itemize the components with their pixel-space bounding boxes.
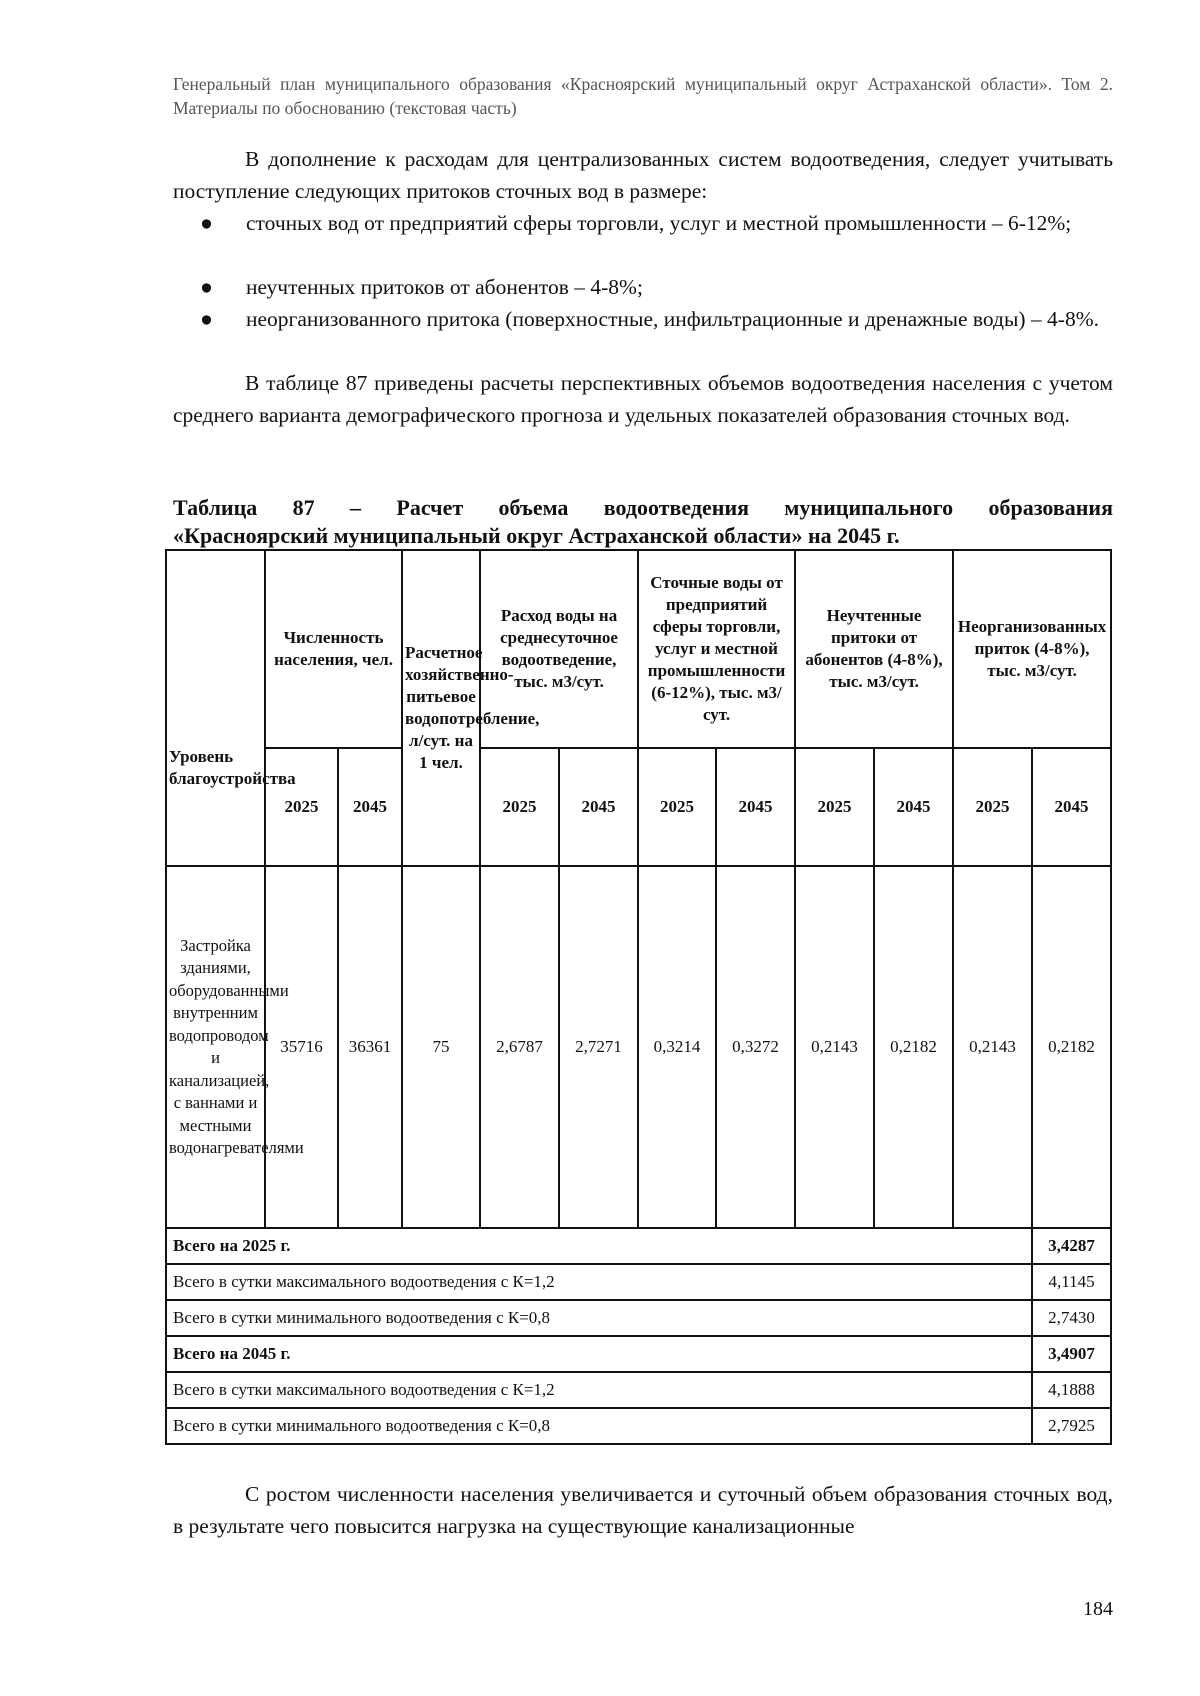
total-value: 3,4907: [1032, 1336, 1111, 1372]
table-caption: [173, 494, 1113, 550]
cell-flow-2025: 2,6787: [480, 866, 559, 1228]
header-population: Численность населения, чел.: [265, 550, 402, 748]
year-header: 2025: [795, 748, 874, 866]
total-label: Всего в сутки максимального водоотведения с К=1,2: [166, 1264, 1032, 1300]
cell-unacc-2045: 0,2182: [874, 866, 953, 1228]
total-label: Всего на 2045 г.: [166, 1336, 1032, 1372]
row-level: Застройка зданиями, оборудованными внутренним водопроводом и канализацией, с ваннами и местными водонагревателями: [166, 866, 265, 1228]
total-row: [166, 1300, 1111, 1336]
header-unorganized: Неорганизованных приток (4-8%), тыс. м3/сут.: [953, 550, 1111, 748]
wastewater-table: [165, 549, 1112, 1445]
total-row: [166, 1336, 1111, 1372]
cell-unorg-2025: 0,2143: [953, 866, 1032, 1228]
year-header: 2025: [480, 748, 559, 866]
header-consumption: Расчетное хозяйственно-питьевое водопотребление, л/сут. на 1 чел.: [402, 550, 480, 866]
cell-trade-2045: 0,3272: [716, 866, 795, 1228]
year-header: 2045: [874, 748, 953, 866]
year-header: 2045: [716, 748, 795, 866]
year-header: 2025: [953, 748, 1032, 866]
cell-trade-2025: 0,3214: [638, 866, 716, 1228]
bullet-item-3: [173, 303, 1113, 335]
year-header: 2045: [559, 748, 638, 866]
total-value: 2,7430: [1032, 1300, 1111, 1336]
total-value: 4,1888: [1032, 1372, 1111, 1408]
cell-unorg-2045: 0,2182: [1032, 866, 1111, 1228]
bullet-text: неучтенных притоков от абонентов – 4-8%;: [246, 275, 643, 299]
year-header: 2025: [638, 748, 716, 866]
year-header: 2045: [1032, 748, 1111, 866]
total-label: Всего в сутки минимального водоотведения с К=0,8: [166, 1300, 1032, 1336]
total-value: 3,4287: [1032, 1228, 1111, 1264]
total-row: [166, 1264, 1111, 1300]
bullet-text: неорганизованного притока (поверхностные, инфильтрационные и дренажные воды) – 4-8%.: [246, 307, 1099, 331]
bullet-icon: ●: [200, 307, 213, 331]
total-label: Всего в сутки минимального водоотведения с К=0,8: [166, 1408, 1032, 1444]
bullet-item-1: [173, 207, 1113, 239]
header-level: Уровень благоустройства: [166, 550, 265, 866]
total-label: Всего на 2025 г.: [166, 1228, 1032, 1264]
year-header: 2045: [338, 748, 402, 866]
table-row: [166, 866, 1111, 1228]
header-trade: Сточные воды от предприятий сферы торговли, услуг и местной промышленности (6-12%), тыс. м3/сут.: [638, 550, 795, 748]
year-header: 2025: [265, 748, 338, 866]
bullet-text: сточных вод от предприятий сферы торговли, услуг и местной промышленности – 6-12%;: [246, 211, 1072, 235]
table-header-row: [166, 550, 1111, 748]
bullet-icon: ●: [200, 275, 213, 299]
cell-flow-2045: 2,7271: [559, 866, 638, 1228]
running-header: Генеральный план муниципального образования «Красноярский муниципальный округ Астраханской области». Том 2. Материалы по обоснованию (текстовая часть): [173, 74, 1113, 118]
table-caption-line-2: «Красноярский муниципальный округ Астраханской области» на 2045 г.: [173, 523, 900, 548]
bullet-icon: ●: [200, 211, 213, 235]
cell-pop-2025: 35716: [265, 866, 338, 1228]
total-label: Всего в сутки максимального водоотведения с К=1,2: [166, 1372, 1032, 1408]
total-row: [166, 1372, 1111, 1408]
page-number: 184: [1083, 1598, 1113, 1620]
cell-consumption: 75: [402, 866, 480, 1228]
table-year-row: [166, 748, 1111, 866]
cell-pop-2045: 36361: [338, 866, 402, 1228]
bullet-item-2: [173, 271, 1113, 303]
total-row: [166, 1408, 1111, 1444]
total-value: 2,7925: [1032, 1408, 1111, 1444]
total-value: 4,1145: [1032, 1264, 1111, 1300]
header-unaccounted: Неучтенные притоки от абонентов (4-8%), тыс. м3/сут.: [795, 550, 953, 748]
cell-unacc-2025: 0,2143: [795, 866, 874, 1228]
header-flow: Расход воды на среднесуточное водоотведение, тыс. м3/сут.: [480, 550, 638, 748]
intro-paragraph: В дополнение к расходам для централизованных систем водоотведения, следует учитывать поступление следующих притоков сточных вод в размере:: [173, 147, 1113, 203]
conclusion-paragraph: С ростом численности населения увеличивается и суточный объем образования сточных вод, в результате чего повысится нагрузка на существующие канализационные: [173, 1482, 1113, 1538]
total-row: [166, 1228, 1111, 1264]
table-caption-line-1: Таблица 87 – Расчет объема водоотведения муниципального образования: [173, 495, 1113, 520]
table-reference-paragraph: В таблице 87 приведены расчеты перспективных объемов водоотведения населения с учетом среднего варианта демографического прогноза и удельных показателей образования сточных вод.: [173, 371, 1113, 427]
